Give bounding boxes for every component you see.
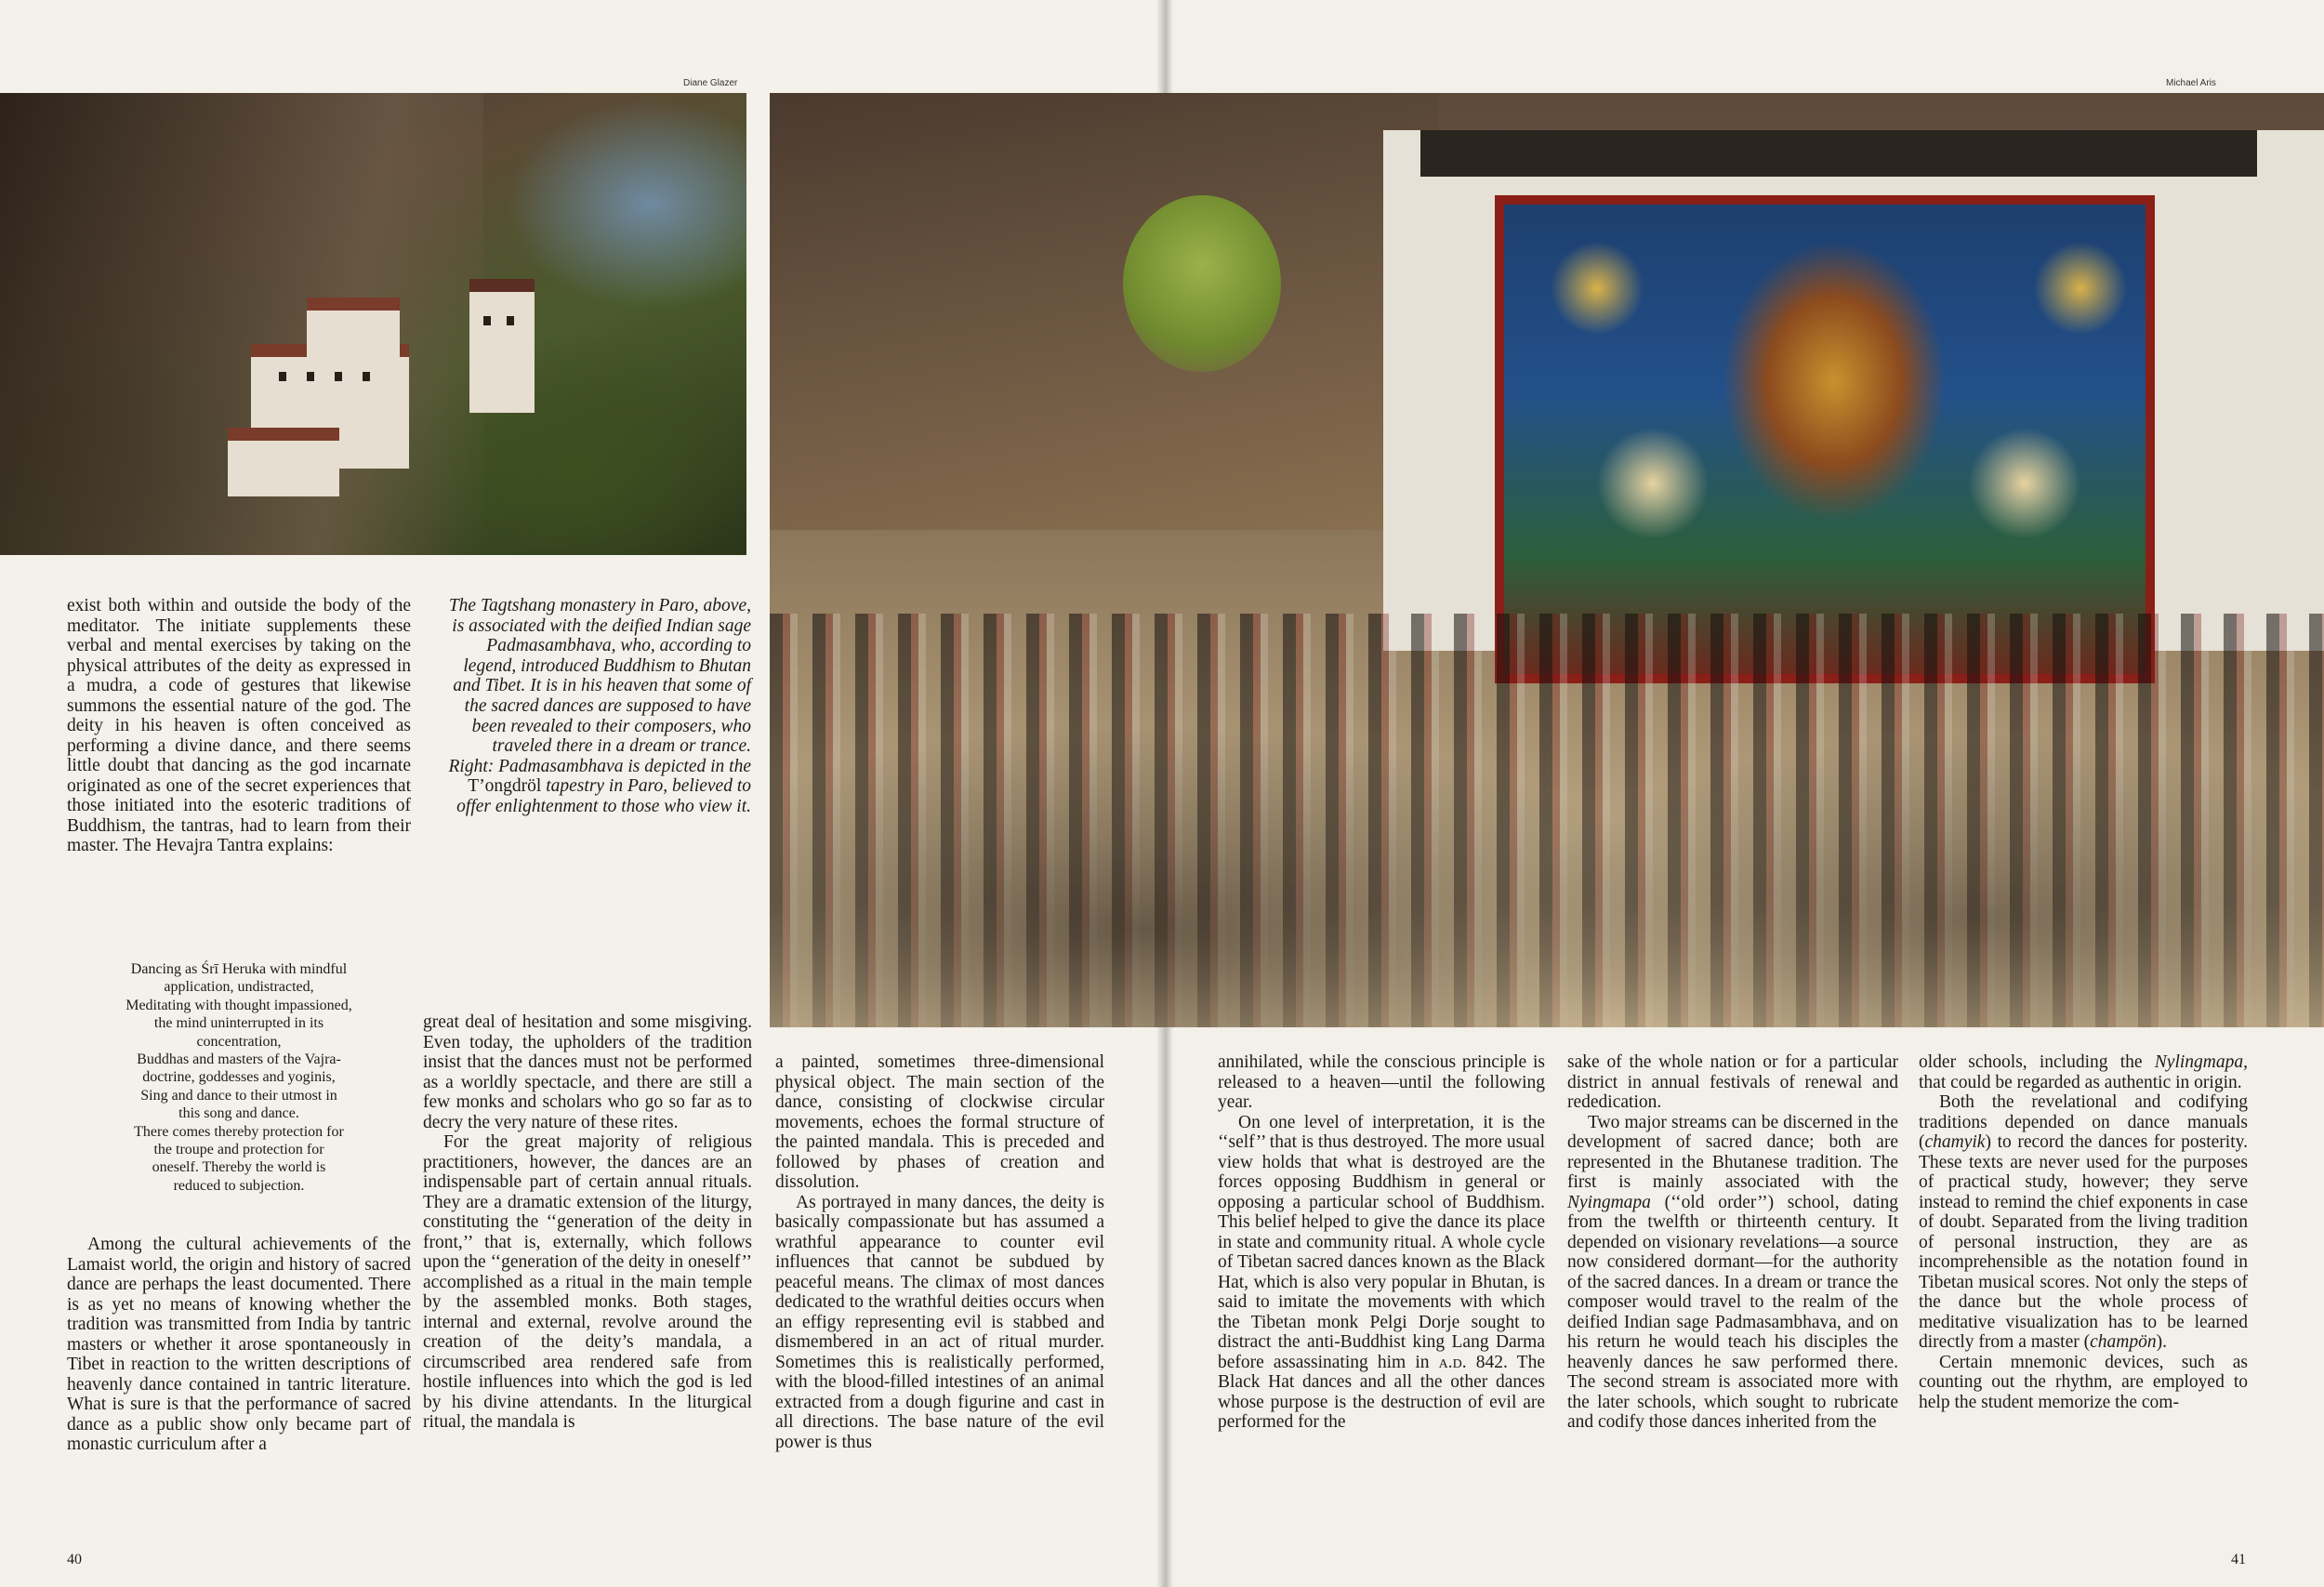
verse-line: the troupe and protection for (153, 1142, 324, 1158)
verse-line: Dancing as Śrī Heruka with mindful (130, 961, 348, 977)
verse-line: the mind uninterrupted in its (153, 1015, 324, 1032)
paragraph: a painted, sometimes three-dimensional physical object. The main section of the dance, consisting of clockwise circular movements, echoes the formal structure of the painted mandala. This is preceded and followed by phases of creation and dissolution. (775, 1052, 1104, 1192)
paragraph (1919, 1092, 2248, 1353)
verse-line: oneself. Thereby the world is (152, 1159, 326, 1176)
text-column-6 (1919, 1052, 2248, 1412)
paragraph-text: On one level of interpretation, it is the ‘‘self’’ that is thus destroyed. The more usual view holds that what is destroyed are the forces opposing Buddhism in general or opposing a particular school of Buddhism. This belief helped to give the dance its place in state and community ritual. A whole cycle of Tibetan sacred dances known as the Black Hat, which is also very popular in Bhutan, is said to imitate the movements with which the Tibetan monk Pelgi Dorje sought to distract the anti-Buddhist king Lang Darma before assassinating him in (1218, 1112, 1545, 1372)
paragraph: For the great majority of religious practitioners, however, the dances are an indispensable part of certain annual rituals. They are a dramatic extension of the liturgy, constituting the ‘‘generation of the deity in front,’’ that is, externally, which follows upon the ‘‘generation of the deity in oneself’’ accomplished as a ritual in the main temple by the assembled monks. Both stages, internal and external, revolve around the creation of the deity’s mandala, a circumscribed area rendered safe from hostile influences into which the god is led by his divine attendants. In the liturgical ritual, the mandala is (423, 1132, 752, 1432)
italic-term: Nyingmapa (1567, 1192, 1651, 1212)
verse-line: There comes thereby protection for (134, 1123, 344, 1140)
verse-line: Sing and dance to their utmost in (140, 1087, 337, 1104)
page-number-right: 41 (2231, 1552, 2246, 1567)
paragraph (1567, 1113, 1898, 1433)
paragraph-text: ) to record the dances for posterity. These texts are never used for the purposes of practical study, however; they serve instead to remind the chief exponents in case of doubt. Separated from the living tradition of personal instruction, they are as incomprehensible as the notation found in Tibetan musical scores. Not only the steps of the dance but the whole process of meditative visualization has to be learned directly from a master ( (1919, 1132, 2248, 1352)
paragraph-text: 842. The Black Hat dances and all the other dances whose purpose is the destruction of evil are performed for the (1218, 1352, 1545, 1432)
paragraph: annihilated, while the conscious principle is released to a heaven—until the following year. (1218, 1052, 1545, 1112)
hevajra-tantra-verse (67, 960, 411, 1195)
text-column-4 (1218, 1052, 1545, 1433)
italic-term: champön (2090, 1332, 2157, 1352)
page-number-left: 40 (67, 1552, 82, 1567)
verse-line: Meditating with thought impassioned, (125, 997, 352, 1013)
paragraph: great deal of hesitation and some misgiving. Even today, the upholders of the tradition insist that the dances must not be performed as a worldly spectacle, and there are still a few monks and scholars who go so far as to decry the very nature of these rites. (423, 1012, 752, 1132)
photo-credit-left: Diane Glazer (683, 78, 738, 88)
verse-line: application, undistracted, (164, 979, 314, 996)
paragraph: As portrayed in many dances, the deity is basically compassionate but has assumed a wrathful appearance to counter evil influences that cannot be subdued by peaceful means. The climax of most dances dedicated to the wrathful deities occurs when an effigy representing evil is stabbed and dismembered in an act of ritual murder. Sometimes this is realistically performed, with the blood-filled intestines of an animal extracted from a dough figurine and cast in all directions. The base nature of the evil power is thus (775, 1192, 1104, 1452)
verse-line: reduced to subjection. (173, 1177, 305, 1194)
verse-line: concentration, (196, 1033, 282, 1050)
italic-term: Nylingmapa, (2154, 1052, 2248, 1072)
text-column-1-continued (67, 1235, 411, 1455)
era-abbreviation: a.d. (1438, 1352, 1467, 1372)
paragraph-text: Two major streams can be discerned in the development of sacred dance; both are represented in the Bhutanese tradition. The first is mainly associated with the (1567, 1112, 1898, 1192)
paragraph-text: (‘‘old order’’) school, dating from the twelfth or thirteenth century. It depended on visionary revelations—a source now considered dormant—for the authority of the sacred dances. In a dream or trance the composer would travel to the realm of the deified Indian sage Padmasambhava, and on his return he would teach his disciples the heavenly dances he saw performed there. The second stream is associated more with the later schools, which sought to rubricate and codify those dances inherited from the (1567, 1192, 1898, 1432)
paragraph-text: ). (2156, 1332, 2167, 1352)
paragraph-text: Both the revelational and codifying traditions depended on dance manuals ( (1919, 1092, 2248, 1152)
paragraph-text: that could be regarded as authentic in origin. (1919, 1072, 2242, 1092)
verse-line: doctrine, goddesses and yoginis, (142, 1069, 336, 1086)
paragraph: exist both within and outside the body of the meditator. The initiate supplements these verbal and mental exercises by taking on the physical attributes of the deity as expressed in a mudra, a code of gestures that likewise summons the essential nature of the god. The deity in his heaven is often conceived as performing a divine dance, and there seems little doubt that dancing as the god incarnate originated as one of the secret experiences that those initiated into the esoteric traditions of Buddhism, the tantras, had to learn from their master. The Hevajra Tantra explains: (67, 596, 411, 855)
paragraph: Certain mnemonic devices, such as counting out the rhythm, are employed to help the student memorize the com- (1919, 1352, 2248, 1412)
photo-caption (444, 596, 751, 817)
monastery-photo (0, 93, 746, 555)
text-column-2 (423, 1012, 752, 1433)
paragraph: sake of the whole nation or for a particular district in annual festivals of renewal and rededication. (1567, 1052, 1898, 1112)
thangka-tapestry (1495, 195, 2155, 683)
festival-photo (770, 93, 2324, 1027)
caption-text-end: tapestry in Paro, believed to offer enlightenment to those who view it. (456, 776, 751, 816)
paragraph-text: older schools, including the (1919, 1052, 2155, 1072)
caption-tapestry-name: T’ongdröl (468, 776, 542, 797)
photo-credit-right: Michael Aris (2166, 78, 2216, 88)
text-column-1 (67, 596, 411, 856)
paragraph (1218, 1113, 1545, 1433)
paragraph (1919, 1052, 2248, 1092)
italic-term: chamyik (1924, 1132, 1986, 1152)
text-column-5 (1567, 1052, 1898, 1433)
caption-text: The Tagtshang monastery in Paro, above, is associated with the deified Indian sage Padmasambhava, who, according to legend, introduced Buddhism to Bhutan and Tibet. It is in his heaven that some of the sacred dances are supposed to have been revealed to their composers, who traveled there in a dream or trance. Right: Padmasambhava is depicted in the (448, 596, 751, 776)
verse-line: Buddhas and masters of the Vajra- (137, 1051, 341, 1068)
paragraph: Among the cultural achievements of the Lamaist world, the origin and history of sacred dance are perhaps the least documented. There is as yet no means of knowing whether the tradition was transmitted from India by tantric masters or whether it arose spontaneously in Tibet in reaction to the written descriptions of heavenly dance contained in tantric literature. What is sure is that the performance of sacred dance as a public show only became part of monastic curriculum after a (67, 1235, 411, 1454)
text-column-3 (775, 1052, 1104, 1452)
verse-line: this song and dance. (178, 1105, 299, 1122)
